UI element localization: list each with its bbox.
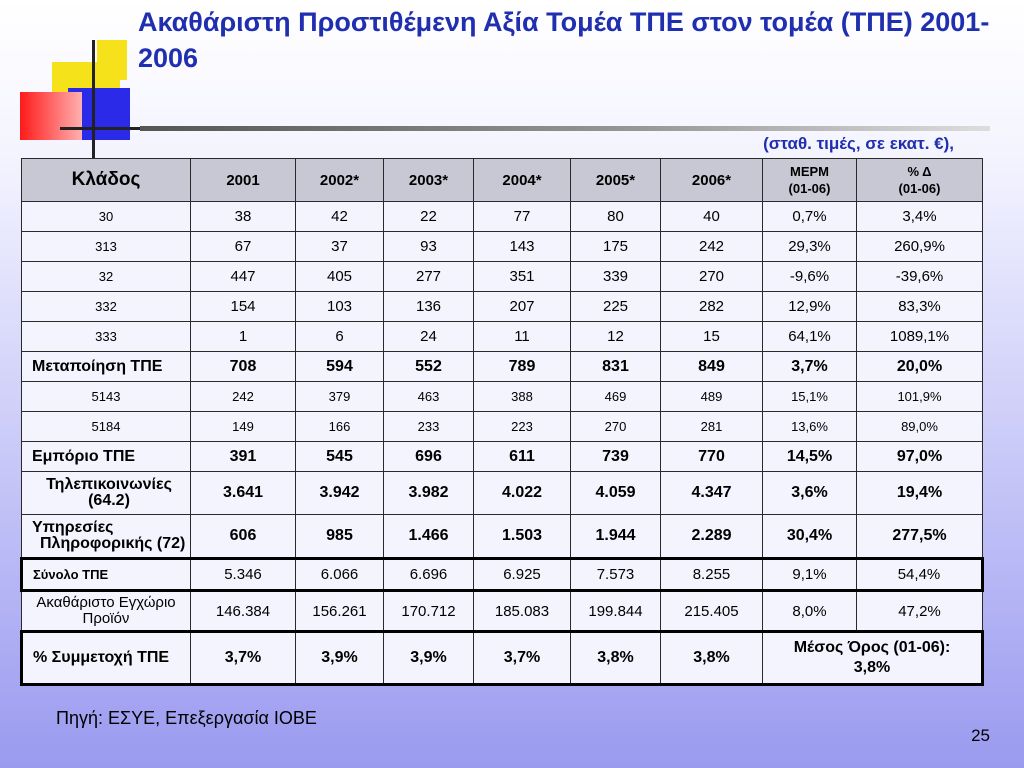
header-2005: 2005* [571,159,661,202]
table-cell: 739 [571,442,661,472]
table-cell: 146.384 [191,591,296,632]
table-cell: 15,1% [763,382,857,412]
header-2006: 2006* [661,159,763,202]
row-category: Ακαθάριστο Εγχώριο Προϊόν [22,591,191,632]
table-row [22,472,983,515]
table-cell: -9,6% [763,262,857,292]
table-cell: 8,0% [763,591,857,632]
table-cell: 12 [571,322,661,352]
table-cell: 19,4% [857,472,983,515]
table-cell: 1.944 [571,515,661,559]
row-category: Σύνολο ΤΠΕ [22,559,191,591]
table-cell: 136 [384,292,474,322]
table-cell: 149 [191,412,296,442]
table-cell: 270 [571,412,661,442]
table-cell: 24 [384,322,474,352]
table-cell: 77 [474,202,571,232]
table-cell: 30,4% [763,515,857,559]
table-cell: 12,9% [763,292,857,322]
table-cell: 40 [661,202,763,232]
table-row [22,202,983,232]
table-cell: 242 [661,232,763,262]
decor-horizontal-line [60,127,140,130]
table-row [22,262,983,292]
row-category: Υπηρεσίες Πληροφορικής (72) [22,515,191,559]
row-category: % Συμμετοχή ΤΠΕ [22,632,191,685]
table-cell: 156.261 [296,591,384,632]
table-cell: 1089,1% [857,322,983,352]
table-row [22,412,983,442]
table-cell: 339 [571,262,661,292]
table-cell: 38 [191,202,296,232]
header-2002: 2002* [296,159,384,202]
table-cell: 3,4% [857,202,983,232]
table-cell: 277 [384,262,474,292]
table-cell: 6.066 [296,559,384,591]
decor-red-square [20,92,82,140]
table-cell: 696 [384,442,474,472]
table-cell: 225 [571,292,661,322]
table-header-row [22,159,983,202]
table-cell: 3.942 [296,472,384,515]
table-cell: 447 [191,262,296,292]
table-cell: 770 [661,442,763,472]
row-category: 332 [22,292,191,322]
table-cell: 97,0% [857,442,983,472]
table-cell: 143 [474,232,571,262]
table-cell: 2.289 [661,515,763,559]
decor-vertical-line [92,40,95,158]
ict-value-added-table [20,158,984,686]
table-cell: 93 [384,232,474,262]
table-row [22,559,983,591]
table-cell: 489 [661,382,763,412]
table-cell: 223 [474,412,571,442]
table-cell: 103 [296,292,384,322]
table-cell: 29,3% [763,232,857,262]
table-cell: 3.641 [191,472,296,515]
table-row [22,632,983,685]
table-cell: 185.083 [474,591,571,632]
table-row [22,322,983,352]
table-cell: 3,8% [661,632,763,685]
table-cell: 47,2% [857,591,983,632]
table-cell: 611 [474,442,571,472]
table-cell: 1.466 [384,515,474,559]
table-cell: 64,1% [763,322,857,352]
table-cell: 391 [191,442,296,472]
table-cell: 0,7% [763,202,857,232]
table-cell: 9,1% [763,559,857,591]
table-cell: 1.503 [474,515,571,559]
table-cell: 22 [384,202,474,232]
table-cell: 67 [191,232,296,262]
table-cell: 89,0% [857,412,983,442]
row-category: Τηλεπικοινωνίες (64.2) [22,472,191,515]
table-cell: 552 [384,352,474,382]
table-cell: 260,9% [857,232,983,262]
table-cell: 3,7% [474,632,571,685]
title-underline [140,126,990,131]
table-cell: 3,7% [191,632,296,685]
table-cell: 207 [474,292,571,322]
header-change: % Δ (01-06) [857,159,983,202]
table-cell: 405 [296,262,384,292]
table-cell: 233 [384,412,474,442]
table-cell: 11 [474,322,571,352]
table-cell: 388 [474,382,571,412]
average-share-cell: Μέσος Όρος (01-06): 3,8% [763,632,983,685]
table-cell: 175 [571,232,661,262]
table-cell: 985 [296,515,384,559]
table-cell: 37 [296,232,384,262]
row-category: 333 [22,322,191,352]
row-category: 5143 [22,382,191,412]
table-cell: 469 [571,382,661,412]
row-category: Εμπόριο ΤΠΕ [22,442,191,472]
table-cell: 3,9% [384,632,474,685]
table-cell: 594 [296,352,384,382]
table-cell: 80 [571,202,661,232]
page-number: 25 [971,726,990,745]
table-cell: 351 [474,262,571,292]
table-cell: 5.346 [191,559,296,591]
table-cell: 6 [296,322,384,352]
table-cell: 7.573 [571,559,661,591]
row-category: 5184 [22,412,191,442]
table-cell: 270 [661,262,763,292]
table-cell: 8.255 [661,559,763,591]
table-cell: 379 [296,382,384,412]
table-cell: 42 [296,202,384,232]
table-cell: 3,7% [763,352,857,382]
table-cell: 101,9% [857,382,983,412]
header-category: Κλάδος [22,159,191,202]
header-2004: 2004* [474,159,571,202]
table-cell: 3,9% [296,632,384,685]
header-merm: ΜΕΡΜ (01-06) [763,159,857,202]
table-cell: 6.696 [384,559,474,591]
table-cell: 789 [474,352,571,382]
table-cell: 3.982 [384,472,474,515]
table-cell: 281 [661,412,763,442]
table-cell: 1 [191,322,296,352]
table-row [22,292,983,322]
table-cell: 708 [191,352,296,382]
table-cell: 831 [571,352,661,382]
table-cell: 154 [191,292,296,322]
table-cell: 14,5% [763,442,857,472]
table-cell: 199.844 [571,591,661,632]
table-cell: 6.925 [474,559,571,591]
source-note: Πηγή: ΕΣΥΕ, Επεξεργασία ΙΟΒΕ [56,708,317,728]
table-row [22,232,983,262]
header-2003: 2003* [384,159,474,202]
table-cell: 3,6% [763,472,857,515]
units-note: (σταθ. τιμές, σε εκατ. €), [763,134,954,153]
table-cell: 83,3% [857,292,983,322]
table-row [22,382,983,412]
table-cell: -39,6% [857,262,983,292]
table-cell: 215.405 [661,591,763,632]
table-cell: 277,5% [857,515,983,559]
table-row [22,442,983,472]
row-category: 313 [22,232,191,262]
table-row [22,352,983,382]
table-cell: 54,4% [857,559,983,591]
table-cell: 282 [661,292,763,322]
table-cell: 463 [384,382,474,412]
table-cell: 4.347 [661,472,763,515]
row-category: 32 [22,262,191,292]
table-row [22,591,983,632]
table-cell: 15 [661,322,763,352]
table-cell: 20,0% [857,352,983,382]
table-cell: 606 [191,515,296,559]
table-cell: 545 [296,442,384,472]
table-cell: 4.022 [474,472,571,515]
row-category: 30 [22,202,191,232]
table-cell: 849 [661,352,763,382]
header-2001: 2001 [191,159,296,202]
table-cell: 170.712 [384,591,474,632]
table-cell: 166 [296,412,384,442]
slide-title: Ακαθάριστη Προστιθέμενη Αξία Τομέα ΤΠΕ στον τομέα (ΤΠΕ) 2001-2006 [138,7,990,73]
table-cell: 242 [191,382,296,412]
row-category: Μεταποίηση ΤΠΕ [22,352,191,382]
table-cell: 13,6% [763,412,857,442]
table-cell: 4.059 [571,472,661,515]
table-row [22,515,983,559]
table-cell: 3,8% [571,632,661,685]
